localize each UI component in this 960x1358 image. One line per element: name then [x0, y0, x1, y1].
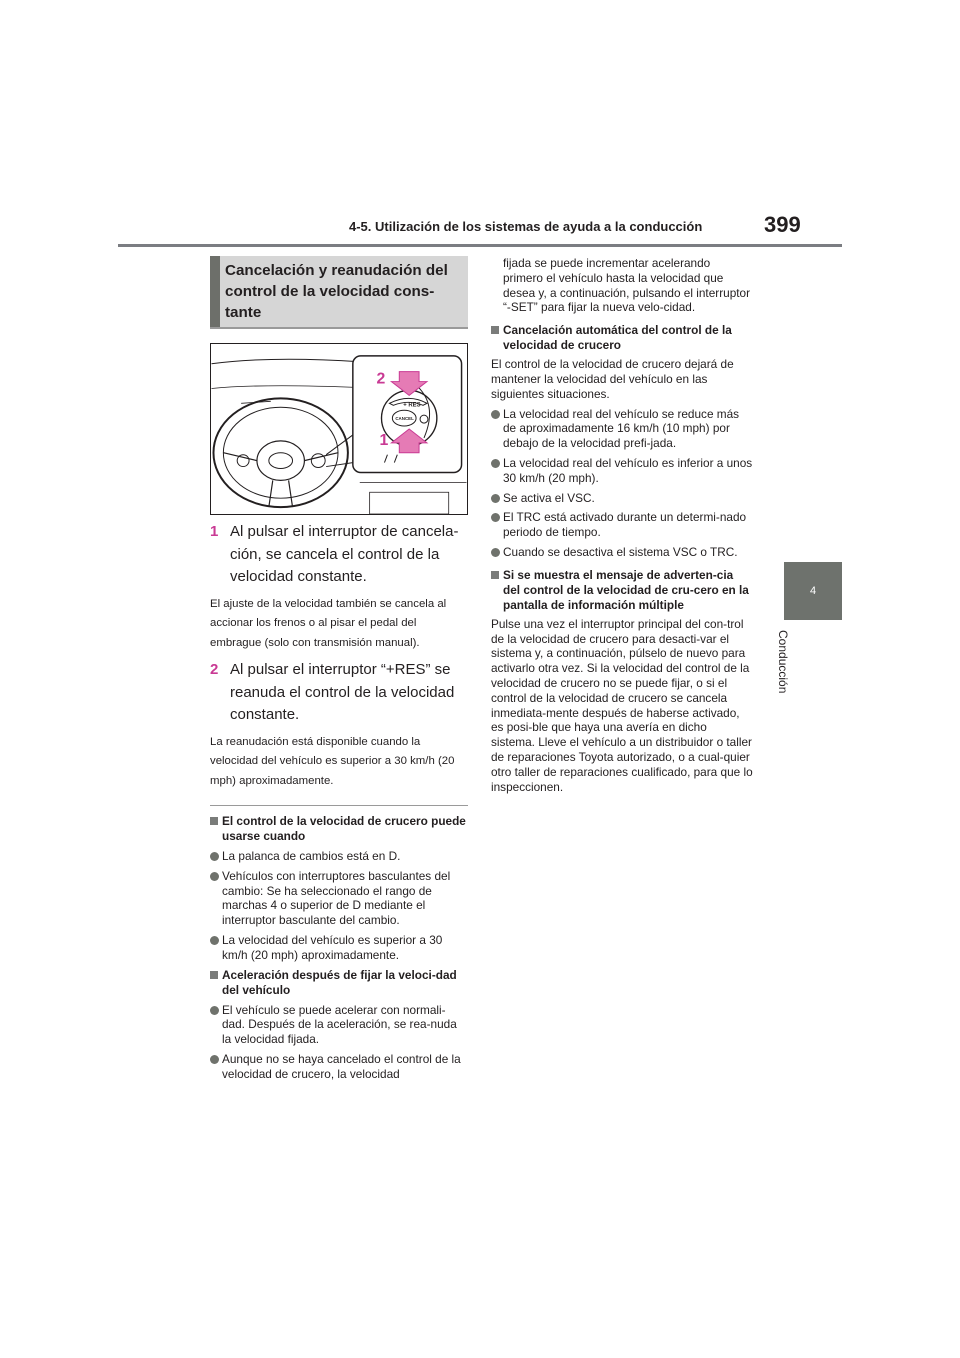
step-2	[210, 659, 468, 727]
callout-1: 1	[379, 431, 389, 449]
chapter-label-text: Conducción	[776, 630, 790, 694]
section-divider	[210, 805, 468, 806]
res-label: + RES	[403, 402, 421, 409]
cancel-label: CANCEL	[395, 416, 414, 422]
page-number: 399	[764, 212, 801, 237]
step-1-number: 1	[210, 523, 219, 540]
subheading-auto-cancel: Cancelación automática del control de la velocidad de crucero	[491, 323, 753, 353]
chapter-side-label	[776, 630, 806, 710]
list-item: Se activa el VSC.	[491, 491, 753, 506]
continuation-text: fijada se puede incrementar acelerando primero el vehículo hasta la velocidad que desea y, a continuación, pulsando el interruptor “-SET” para fijar la nueva velo-cidad.	[503, 256, 751, 315]
auto-cancel-paragraph: El control de la velocidad de crucero dejará de mantener la velocidad del vehículo en las siguientes situaciones.	[491, 357, 734, 401]
step-1	[210, 521, 468, 589]
list-item: El vehículo se puede acelerar con normali-dad. Después de la aceleración, se rea-nuda la velocidad fijada.	[210, 1003, 468, 1047]
left-column	[210, 256, 468, 1082]
warning-message-paragraph: Pulse una vez el interruptor principal del con-trol de la velocidad de crucero para desacti-var el sistema y, a continuación, púlselo de nuevo para activarlo otra vez. Si la velocidad del control de la velocidad de crucero no se puede fijar, o si el control de la velocidad de crucero se cancela inmediata-mente después de haberse activado, es posi-ble que haya una avería en dicho sistema. Lleve el vehículo a un distribuidor o taller de reparaciones Toyota autorizado, o a cual-quier otro taller de reparaciones cualificado, para que lo inspeccionen.	[491, 616, 753, 794]
step-2-number: 2	[210, 661, 219, 678]
running-header-section: 4-5. Utilización de los sistemas de ayuda a la conducción	[349, 219, 703, 234]
chapter-tab: 4	[784, 562, 842, 620]
list-item: Aunque no se haya cancelado el control de la velocidad de crucero, la velocidad	[210, 1052, 468, 1082]
list-item: La velocidad real del vehículo es inferior a unos 30 km/h (20 mph).	[491, 456, 753, 486]
callout-2: 2	[376, 370, 386, 388]
step-2-note: La reanudación está disponible cuando la velocidad del vehículo es superior a 30 km/h (20 mph) aproximadamente.	[210, 735, 455, 787]
step-2-text: Al pulsar el interruptor “+RES” se reanuda el control de la velocidad constante.	[230, 661, 455, 723]
step-1-text: Al pulsar el interruptor de cancela-ción, se cancela el control de la velocidad constante.	[230, 523, 459, 585]
step-1-note: El ajuste de la velocidad también se cancela al accionar los frenos o al pisar el pedal del embrague (solo con transmisión manual).	[210, 597, 447, 649]
list-item: Vehículos con interruptores basculantes del cambio: Se ha seleccionado el rango de marchas 4 o superior de D mediante el interruptor basculante del cambio.	[210, 869, 468, 928]
list-item: La palanca de cambios está en D.	[210, 849, 468, 864]
list-item: La velocidad real del vehículo se reduce más de aproximadamente 16 km/h (10 mph) por debajo de la velocidad prefi-jada.	[491, 407, 753, 451]
list-item: La velocidad del vehículo es superior a 30 km/h (20 mph) aproximadamente.	[210, 933, 468, 963]
section-heading: Cancelación y reanudación del control de la velocidad cons-tante	[225, 262, 448, 321]
section-heading-box	[210, 256, 468, 329]
steering-wheel-illustration	[211, 344, 467, 514]
subheading-conditions: El control de la velocidad de crucero puede usarse cuando	[210, 814, 468, 844]
header-rule	[118, 244, 842, 247]
list-item: Cuando se desactiva el sistema VSC o TRC.	[491, 545, 753, 560]
steering-wheel-figure	[210, 343, 468, 515]
right-column	[491, 256, 753, 794]
subheading-warning-message: Si se muestra el mensaje de adverten-cia del control de la velocidad de cru-cero en la pantalla de información múltiple	[491, 568, 753, 613]
subheading-acceleration: Aceleración después de fijar la veloci-dad del vehículo	[210, 968, 468, 998]
list-item: El TRC está activado durante un determi-nado periodo de tiempo.	[491, 510, 753, 540]
